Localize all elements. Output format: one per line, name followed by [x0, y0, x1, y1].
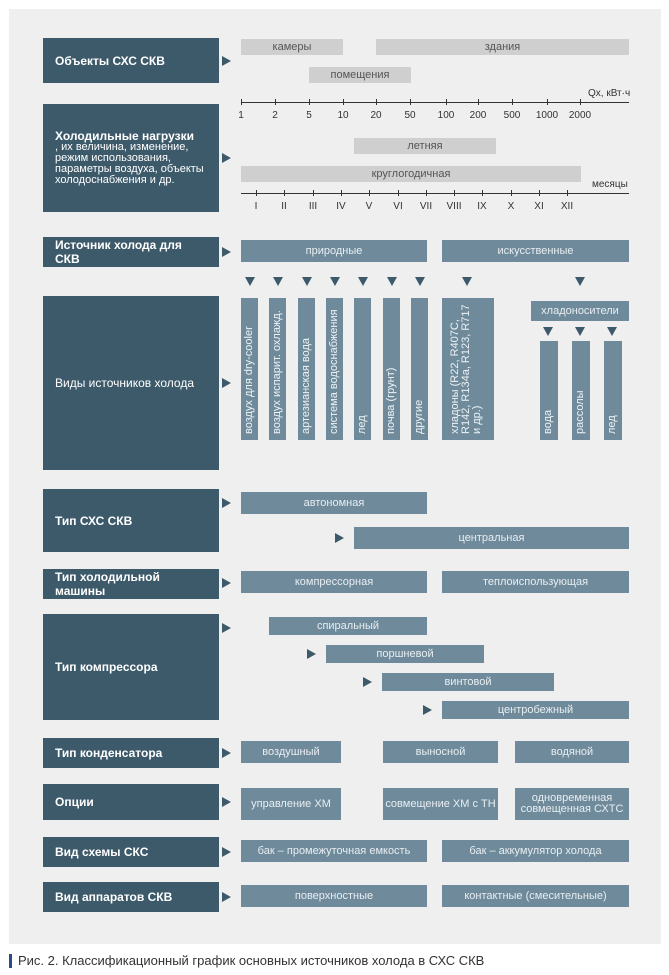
bar-rooms: помещения [309, 67, 411, 83]
month-tick-label: VIII [446, 201, 462, 212]
bar-natural-source [298, 298, 315, 440]
bar-autonomous: автономная [241, 492, 427, 514]
arrow-right [222, 378, 231, 388]
arrow-right [222, 623, 231, 633]
arrow-right [222, 498, 231, 508]
month-tick-label: IV [336, 201, 346, 212]
month-tick [426, 190, 427, 196]
bar-coolants: хладоносители [531, 301, 629, 321]
header-devices: Вид аппаратов СКВ [43, 882, 219, 912]
bar-natural-source-label: артезианская вода [300, 338, 312, 434]
month-tick [511, 190, 512, 196]
q-tick [275, 99, 276, 105]
month-tick [482, 190, 483, 196]
month-axis-label: месяцы [592, 179, 628, 190]
month-tick [341, 190, 342, 196]
month-tick [539, 190, 540, 196]
down-arrow [575, 327, 585, 336]
bar-water: водяной [515, 741, 629, 763]
q-tick [512, 99, 513, 105]
month-tick [369, 190, 370, 196]
header-options: Опции [43, 784, 219, 820]
down-arrow [607, 327, 617, 336]
bar-combination: совмещение ХМ с ТН [383, 788, 498, 820]
bar-storage-tank: бак – аккумулятор холода [442, 840, 629, 862]
arrow-right [423, 705, 432, 715]
month-tick [398, 190, 399, 196]
month-tick-label: VI [393, 201, 403, 212]
bar-natural-source [326, 298, 343, 440]
bar-coolant-kind-label: вода [542, 409, 554, 434]
bar-compression: компрессорная [241, 571, 427, 593]
bar-natural-source [241, 298, 258, 440]
bar-air: воздушный [241, 741, 341, 763]
bar-scroll: спиральный [269, 617, 427, 635]
month-tick [313, 190, 314, 196]
bar-natural-source-label: почва (грунт) [385, 367, 397, 434]
q-tick [478, 99, 479, 105]
bar-natural-source [411, 298, 428, 440]
q-tick [343, 99, 344, 105]
month-tick-label: VII [419, 201, 433, 212]
q-tick-label: 500 [503, 110, 521, 121]
arrow-right [335, 533, 344, 543]
bar-natural-source-label: другие [413, 399, 425, 434]
q-axis [241, 102, 629, 103]
header-objects: Объекты СХС СКВ [43, 38, 219, 83]
bar-coolant-kind [572, 341, 590, 440]
q-tick-label: 1000 [535, 110, 559, 121]
header-source: Источник холода для СКВ [43, 237, 219, 267]
q-tick-label: 100 [437, 110, 455, 121]
bar-natural-source-label: лед [356, 415, 368, 434]
month-tick [454, 190, 455, 196]
header-machine: Тип холодильной машины [43, 569, 219, 599]
q-tick-label: 2 [272, 110, 278, 121]
bar-natural: природные [241, 240, 427, 262]
bar-coolant-kind-label: рассолы [574, 390, 586, 434]
bar-natural-source-label: воздух испарит. охлажд. [271, 310, 283, 434]
q-axis-label: Qx, кВт·ч [588, 88, 631, 99]
arrow-right [222, 847, 231, 857]
down-arrow [302, 277, 312, 286]
bar-summer: летняя [354, 138, 496, 154]
bar-buffer-tank: бак – промежуточная емкость [241, 840, 427, 862]
arrow-right [222, 153, 231, 163]
month-tick-label: II [281, 201, 287, 212]
arrow-right [222, 892, 231, 902]
caption-text: Рис. 2. Классификационный график основных источников холода в СХС СКВ [18, 953, 485, 968]
bar-contact: контактные (смесительные) [442, 885, 629, 907]
q-tick [309, 99, 310, 105]
month-tick-label: V [365, 201, 373, 212]
caption-marker [9, 954, 12, 968]
q-tick [580, 99, 581, 105]
q-tick-label: 50 [404, 110, 416, 121]
bar-piston: поршневой [326, 645, 484, 663]
bar-central: центральная [354, 527, 629, 549]
bar-refrigerants: хладоны (R22, R407C, R142, R134a, R123, R717 и др.) [442, 298, 494, 440]
month-tick-label: XII [560, 201, 574, 212]
bar-cameras: камеры [241, 39, 343, 55]
bar-artificial: искусственные [442, 240, 629, 262]
arrow-right [222, 56, 231, 66]
down-arrow [462, 277, 472, 286]
bar-natural-source [269, 298, 286, 440]
month-tick-label: IX [477, 201, 487, 212]
month-tick-label: I [254, 201, 258, 212]
q-tick-label: 20 [370, 110, 382, 121]
arrow-right [307, 649, 316, 659]
q-tick-label: 2000 [568, 110, 592, 121]
bar-buildings: здания [376, 39, 629, 55]
month-tick-label: X [507, 201, 515, 212]
q-tick-label: 1 [238, 110, 244, 121]
down-arrow [273, 277, 283, 286]
down-arrow [387, 277, 397, 286]
month-axis [241, 193, 629, 194]
month-tick [284, 190, 285, 196]
q-tick [410, 99, 411, 105]
bar-heat-using: теплоиспользующая [442, 571, 629, 593]
down-arrow [245, 277, 255, 286]
down-arrow [330, 277, 340, 286]
figure-caption [9, 953, 484, 968]
bar-remote: выносной [383, 741, 498, 763]
header-condenser: Тип конденсатора [43, 738, 219, 768]
month-tick-label: XI [534, 201, 544, 212]
q-tick [376, 99, 377, 105]
bar-natural-source [383, 298, 400, 440]
header-kinds: Виды источников холода [43, 296, 219, 470]
bar-natural-source-label: воздух для dry-cooler [243, 326, 255, 434]
arrow-right [222, 797, 231, 807]
bar-centrifugal: центробежный [442, 701, 629, 719]
bar-year-round: круглогодичная [241, 166, 581, 182]
arrow-right [222, 247, 231, 257]
q-tick-label: 10 [337, 110, 349, 121]
q-tick [547, 99, 548, 105]
down-arrow [575, 277, 585, 286]
arrow-right [222, 748, 231, 758]
q-tick [446, 99, 447, 105]
q-tick-label: 5 [306, 110, 312, 121]
down-arrow [358, 277, 368, 286]
bar-coolant-kind-label: лед [606, 415, 618, 434]
down-arrow [415, 277, 425, 286]
bar-coolant-kind [604, 341, 622, 440]
q-tick [241, 99, 242, 105]
month-tick [256, 190, 257, 196]
header-scheme: Вид схемы СКС [43, 837, 219, 867]
bar-natural-source-label: система водоснабжения [328, 309, 340, 434]
bar-simultaneous: одновременная совмещенная СХТС [515, 788, 629, 820]
arrow-right [222, 578, 231, 588]
bar-natural-source [354, 298, 371, 440]
q-tick-label: 200 [469, 110, 487, 121]
header-compressor: Тип компрессора [43, 614, 219, 720]
bar-surface: поверхностные [241, 885, 427, 907]
bar-control: управление ХМ [241, 788, 341, 820]
month-tick [567, 190, 568, 196]
header-type-sks: Тип СХС СКВ [43, 489, 219, 552]
bar-screw: винтовой [382, 673, 554, 691]
month-tick-label: III [308, 201, 318, 212]
arrow-right [363, 677, 372, 687]
bar-coolant-kind [540, 341, 558, 440]
down-arrow [543, 327, 553, 336]
header-loads: Холодильные нагрузки , их величина, изменение, режим использования, параметры воздуха, объекты холодоснабжения и др. [43, 104, 219, 212]
